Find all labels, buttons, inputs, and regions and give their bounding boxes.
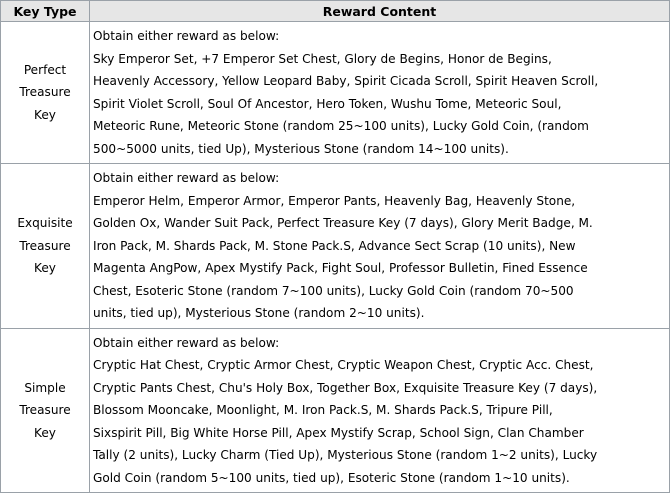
reward-line: Magenta AngPow, Apex Mystify Pack, Fight Soul, Professor Bulletin, Fined Essence <box>93 261 588 275</box>
reward-line: Obtain either reward as below: <box>93 171 280 185</box>
reward-line: Sixspirit Pill, Big White Horse Pill, Apex Mystify Scrap, School Sign, Clan Chamber <box>93 425 584 440</box>
reward-line: Golden Ox, Wander Suit Pack, Perfect Treasure Key (7 days), Glory Merit Badge, M. <box>93 216 593 230</box>
reward-line: Iron Pack, M. Shards Pack, M. Stone Pack.S, Advance Sect Scrap (10 units), New <box>93 238 576 253</box>
key-type-cell <box>1 328 90 493</box>
key-type-line: Key <box>34 261 56 275</box>
reward-content-cell <box>90 22 670 164</box>
key-type-line: Exquisite <box>17 216 73 230</box>
key-type-line: Treasure <box>19 85 71 100</box>
key-type-header: Key Type <box>1 1 90 22</box>
reward-line: Obtain either reward as below: <box>93 29 280 43</box>
reward-line: 500~5000 units, tied Up), Mysterious Stone (random 14~100 units). <box>93 141 509 156</box>
reward-line: units, tied up), Mysterious Stone (random 2~10 units). <box>93 306 425 320</box>
reward-line: Spirit Violet Scroll, Soul Of Ancestor, Hero Token, Wushu Tome, Meteoric Soul, <box>93 96 562 111</box>
reward-line: Heavenly Accessory, Yellow Leopard Baby, Spirit Cicada Scroll, Spirit Heaven Scroll, <box>93 74 599 88</box>
reward-line: Cryptic Pants Chest, Chu's Holy Box, Together Box, Exquisite Treasure Key (7 days), <box>93 380 598 395</box>
reward-line: Sky Emperor Set, +7 Emperor Set Chest, Glory de Begins, Honor de Begins, <box>93 51 552 66</box>
reward-line: Gold Coin (random 5~100 units, tied up), Esoteric Stone (random 1~10 units). <box>93 470 570 485</box>
table-row-simple-key <box>1 328 670 493</box>
key-type-line: Perfect <box>23 62 67 77</box>
header-row <box>1 1 670 22</box>
key-type-cell <box>1 164 90 329</box>
reward-content-cell <box>90 328 670 493</box>
table-row-perfect-key <box>1 22 670 164</box>
reward-content-cell <box>90 164 670 329</box>
key-type-line: Key <box>34 425 56 440</box>
key-type-cell <box>1 22 90 164</box>
reward-line: Cryptic Hat Chest, Cryptic Armor Chest, Cryptic Weapon Chest, Cryptic Acc. Chest, <box>93 358 594 372</box>
key-type-line: Key <box>34 107 56 122</box>
reward-line: Tally (2 units), Lucky Charm (Tied Up), Mysterious Stone (random 1~2 units), Lucky <box>93 448 598 462</box>
key-type-line: Treasure <box>19 403 71 417</box>
key-type-line: Treasure <box>19 238 71 253</box>
reward-content-header: Reward Content <box>90 1 670 22</box>
table-row-exquisite-key <box>1 164 670 329</box>
key-type-line: Simple <box>24 380 66 395</box>
reward-line: Emperor Helm, Emperor Armor, Emperor Pants, Heavenly Bag, Heavenly Stone, <box>93 193 576 208</box>
reward-line: Blossom Mooncake, Moonlight, M. Iron Pack.S, M. Shards Pack.S, Tripure Pill, <box>93 403 553 417</box>
reward-line: Meteoric Rune, Meteoric Stone (random 25~100 units), Lucky Gold Coin, (random <box>93 119 589 133</box>
reward-line: Chest, Esoteric Stone (random 7~100 units), Lucky Gold Coin (random 70~500 <box>93 283 574 298</box>
reward-line: Obtain either reward as below: <box>93 335 280 350</box>
